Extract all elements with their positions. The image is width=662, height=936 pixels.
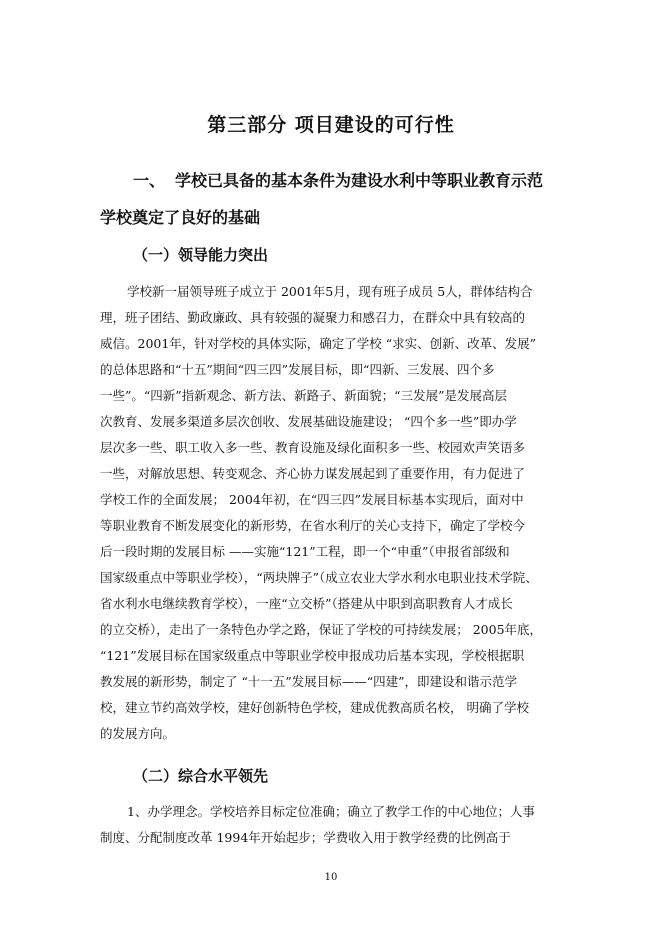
page-title: 第三部分 项目建设的可行性 <box>207 114 455 136</box>
paragraph-line: 制度、分配制度改革 1994年开始起步；学费收入用于教学经费的比例高于 <box>100 830 511 845</box>
paragraph-line: 学校工作的全面发展； 2004年初，在“四三四”发展目标基本实现后，面对中 <box>100 492 524 507</box>
paragraph-line: 的立交桥），走出了一条特色办学之路，保证了学校的可持续发展； 2005年底， <box>100 622 543 637</box>
section-heading-line-1 <box>133 168 543 191</box>
section-marker: 一、 <box>133 171 166 190</box>
section-heading-text-1: 学校已具备的基本条件为建设水利中等职业教育示范 <box>175 171 544 190</box>
paragraph-line: 威信。2001年，针对学校的具体实际，确定了学校 “求实、创新、改革、发展” <box>100 336 537 351</box>
paragraph-line: 的发展方向。 <box>100 726 176 741</box>
paragraph-line: 1、办学理念。学校培养目标定位准确；确立了教学工作的中心地位；人事 <box>127 804 535 819</box>
paragraph-line: 的总体思路和“十五”期间“四三四”发展目标，即“四新、三发展、四个多 <box>100 362 495 377</box>
paragraph-line: 后一段时期的发展目标 ——实施“121”工程，即一个“申重”（申报省部级和 <box>100 544 510 559</box>
subsection-heading-overall-level: （二）综合水平领先 <box>133 767 269 785</box>
paragraph-line: 教发展的新形势，制定了 “十一五”发展目标——“四建”，即建设和谐示范学 <box>100 674 518 689</box>
section-heading-line-2: 学校奠定了良好的基础 <box>100 208 261 227</box>
paragraph-line: 等职业教育不断发展变化的新形势，在省水利厅的关心支持下，确定了学校今 <box>100 518 526 533</box>
page-number: 10 <box>324 872 338 883</box>
paragraph-line: 层次多一些、职工收入多一些、教育设施及绿化面积多一些、校园欢声笑语多 <box>100 440 526 455</box>
paragraph-line: 学校新一届领导班子成立于 2001年5月，现有班子成员 5人，群体结构合 <box>127 284 533 299</box>
paragraph-line: 国家级重点中等职业学校），“两块牌子”（成立农业大学水利水电职业技术学院、 <box>100 570 538 585</box>
paragraph-line: “121”发展目标在国家级重点中等职业学校申报成功后基本实现，学校根据职 <box>100 648 525 663</box>
paragraph-line: 一些，对解放思想、转变观念、齐心协力谋发展起到了重要作用，有力促进了 <box>100 466 526 481</box>
paragraph-line: 理，班子团结、勤政廉政、具有较强的凝聚力和感召力，在群众中具有较高的 <box>100 310 526 325</box>
paragraph-line: 一些”。“四新”指新观念、新方法、新路子、新面貌；“三发展”是发展高层 <box>100 388 507 403</box>
paragraph-line: 校，建立节约高效学校，建好创新特色学校，建成优教高质名校， 明确了学校 <box>100 700 529 715</box>
paragraph-line: 省水利水电继续教育学校），一座“立交桥”（搭建从中职到高职教育人才成长 <box>100 596 513 611</box>
subsection-heading-leadership: （一）领导能力突出 <box>133 246 269 264</box>
paragraph-line: 次教育、发展多渠道多层次创收、发展基础设施建设； “四个多一些”即办学 <box>100 414 517 429</box>
